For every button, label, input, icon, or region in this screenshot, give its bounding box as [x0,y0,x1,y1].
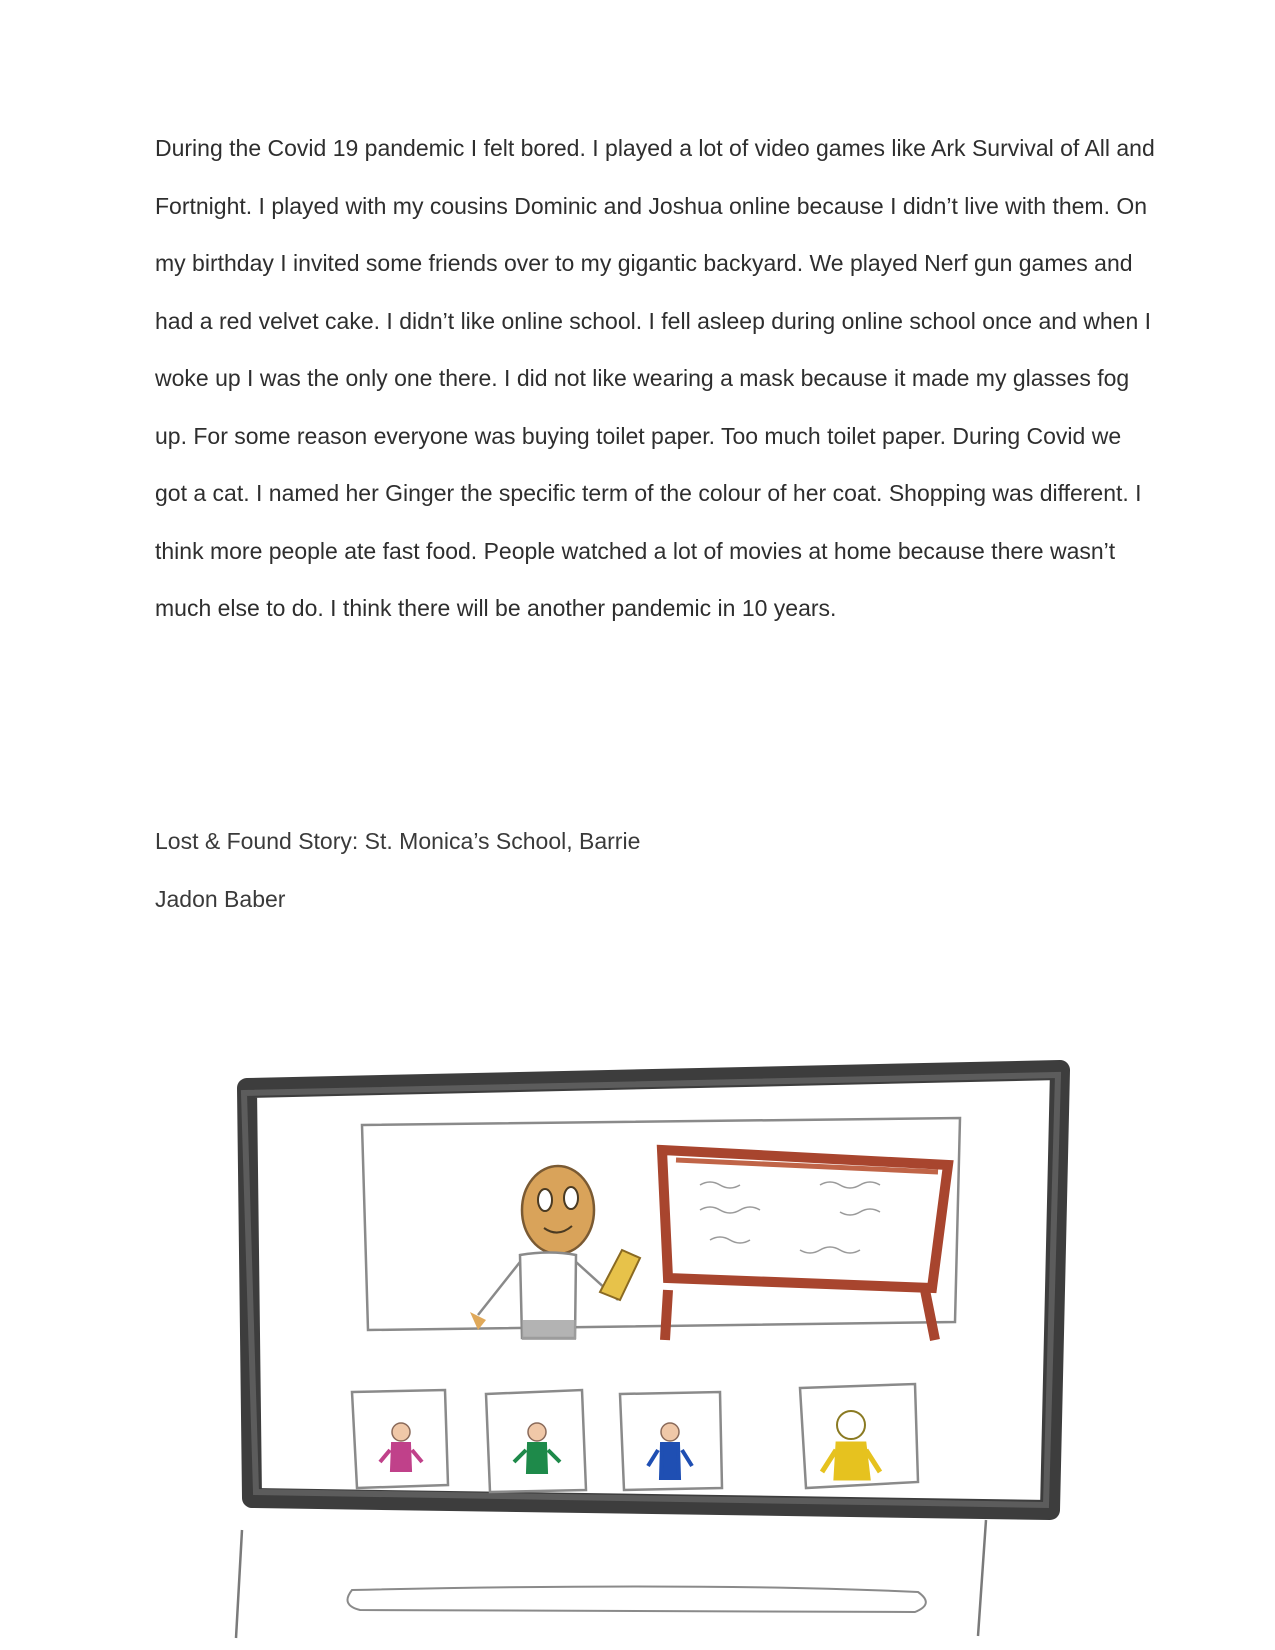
laptop-screen-frame [247,1070,1060,1510]
trackpad [348,1586,926,1612]
student-window-blue [620,1392,722,1490]
student-window-pink [352,1390,448,1488]
student-window-yellow [800,1384,918,1488]
student-window-green [486,1390,586,1492]
author-name: Jadon Baber [155,885,286,912]
chalkboard [662,1150,948,1340]
project-credit: Lost & Found Story: St. Monica’s School, Barrie [155,828,641,854]
laptop-base [236,1520,986,1638]
teacher-figure [470,1166,640,1340]
tablet [600,1250,640,1300]
story-paragraph: During the Covid 19 pandemic I felt bored. I played a lot of video games like Ark Survival of All and Fortnight. I played with my cousins Dominic and Joshua online because I didn’t live with them. On my birthday I invited some friends over to my gigantic backyard. We played Nerf gun games and had a red velvet cake. I didn’t like online school. I fell asleep during online school once and when I woke up I was the only one there. I did not like wearing a mask because it made my glasses fog up. For some reason everyone was buying toilet paper. Too much toilet paper. During Covid we got a cat. I named her Ginger the specific term of the colour of her coat. Shopping was different. I think more people ate fast food. People watched a lot of movies at home because there wasn’t much else to do. I think there will be another pandemic in 10 years. [155,135,1155,621]
